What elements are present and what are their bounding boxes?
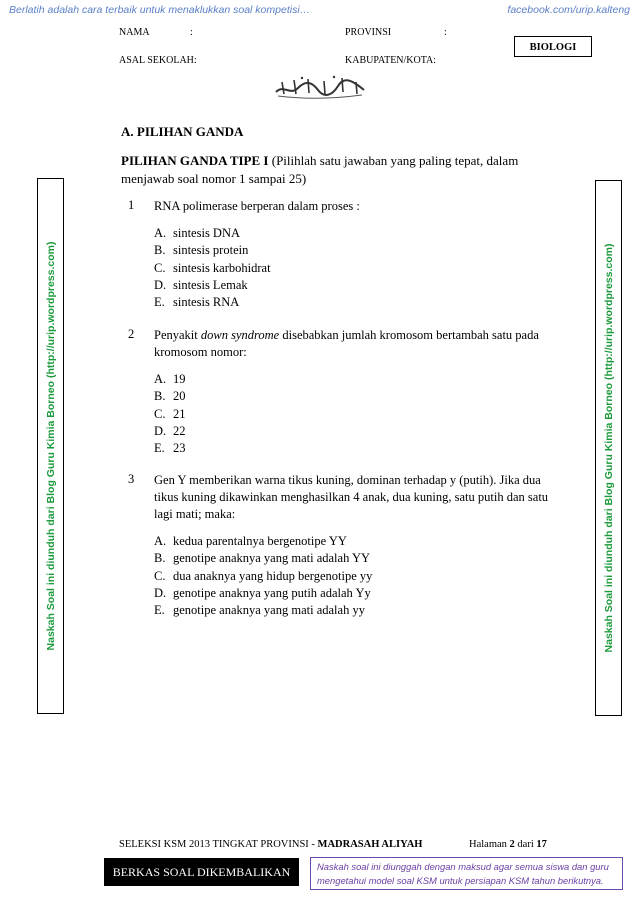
left-side-note-box [37,178,64,714]
return-notice-badge: BERKAS SOAL DIKEMBALIKAN [104,858,299,886]
kabupaten-label: KABUPATEN/KOTA: [345,55,437,66]
option-item: A. 19 [154,372,186,386]
question-text: RNA polimerase berperan dalam proses : [154,199,360,213]
question-type-label: PILIHAN GANDA TIPE I [121,153,269,168]
top-motto: Berlatih adalah cara terbaik untuk menaklukkan soal kompetisi… [9,4,311,16]
right-side-note-box [595,180,622,716]
bismillah-calligraphy-icon [272,74,368,100]
option-item: E. sintesis RNA [154,295,240,310]
page-indicator: Halaman 2 dari 17 [469,839,547,850]
option-item: D. genotipe anaknya yang putih adalah Yy [154,585,371,600]
option-item: B. genotipe anaknya yang mati adalah YY [154,551,371,566]
provinsi-colon: : [444,27,447,38]
subject-badge: BIOLOGI [514,36,592,57]
exam-title-footer: SELEKSI KSM 2013 TINGKAT PROVINSI - MADRASAH ALIYAH [119,839,423,850]
option-item: E. 23 [154,441,186,456]
option-list [154,533,372,619]
question-type-instructions [121,152,521,188]
option-item: D. 22 [154,423,186,438]
upload-note: Naskah soal ini diunggah dengan maksud agar semua siswa dan guru mengetahui model soal KSM untuk persiapan KSM tahun berikutnya. [310,857,623,890]
option-item: E. genotipe anaknya yang mati adalah yy [154,603,365,618]
option-list [154,225,271,311]
option-item: C. 21 [154,406,186,421]
question-number: 3 [128,472,135,486]
option-item: A. kedua parentalnya bergenotipe YY [154,534,347,548]
option-item: C. sintesis karbohidrat [154,260,271,275]
option-item: B. 20 [154,389,186,404]
section-title: A. PILIHAN GANDA [121,124,244,139]
nama-colon: : [190,27,193,38]
question-type-instruction-text: (Pilihlah satu jawaban yang paling tepat, dalam menjawab soal nomor 1 sampai 25) [121,153,519,186]
provinsi-label: PROVINSI [345,27,392,38]
right-side-note: Naskah Soal ini diunduh dari Blog Guru Kimia Borneo (http://urip.wordpress.com) [602,243,615,653]
question-text: Penyakit down syndrome disebabkan jumlah kromosom bertambah satu pada kromosom nomor: [154,328,539,359]
asal-sekolah-label: ASAL SEKOLAH: [119,55,197,66]
left-side-note: Naskah Soal ini diunduh dari Blog Guru Kimia Borneo (http://urip.wordpress.com) [44,241,57,651]
option-item: C. dua anaknya yang hidup bergenotipe yy [154,568,373,583]
option-item: D. sintesis Lemak [154,277,248,292]
option-item: A. sintesis DNA [154,226,241,240]
facebook-link[interactable]: facebook.com/urip.kalteng [507,4,630,16]
option-list [154,371,186,457]
question-number: 2 [128,327,135,341]
question-number: 1 [128,198,135,212]
nama-label: NAMA [119,27,150,38]
option-item: B. sintesis protein [154,243,249,258]
question-text: Gen Y memberikan warna tikus kuning, dominan terhadap y (putih). Jika dua tikus kuning dikawinkan menghasilkan 4 anak, dua kuning, satu putih dan satu lagi mati; maka: [154,473,549,521]
